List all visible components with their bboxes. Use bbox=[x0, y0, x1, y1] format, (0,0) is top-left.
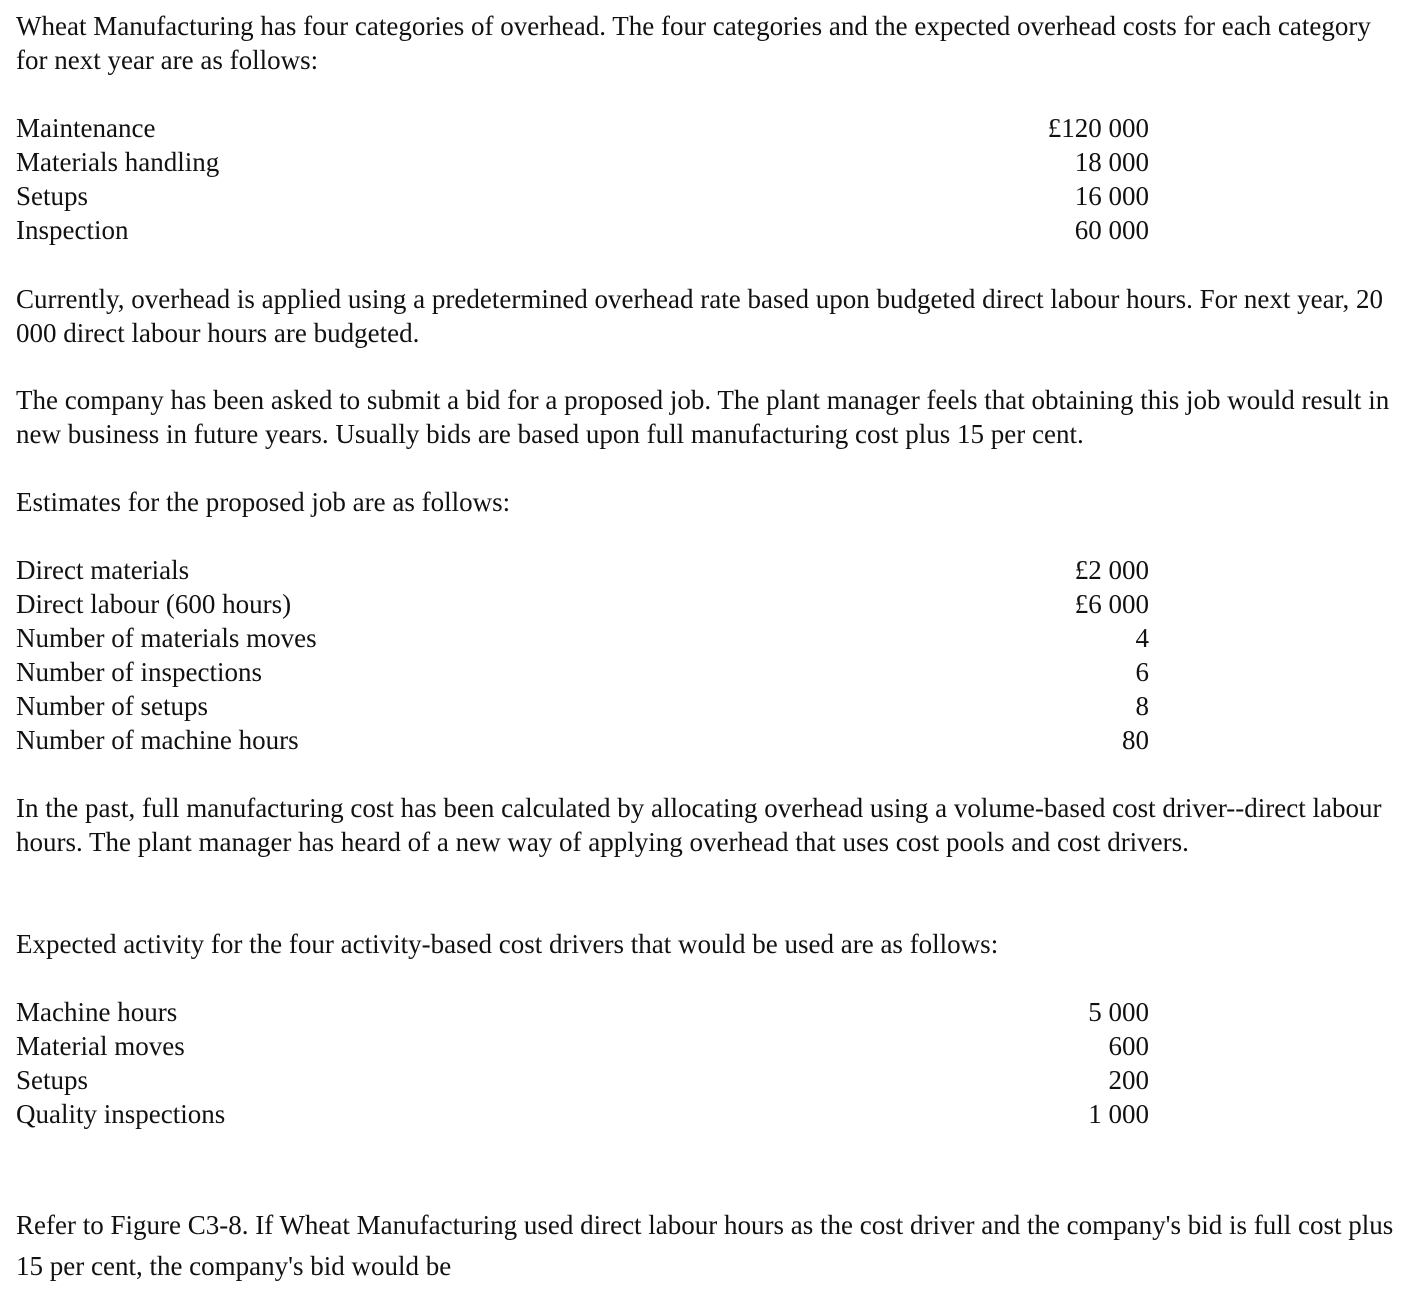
row-label: Number of inspections bbox=[16, 657, 262, 687]
row-value: 6 bbox=[1135, 657, 1149, 687]
row-value: 18 000 bbox=[1074, 147, 1149, 177]
question-paragraph: Refer to Figure C3-8. If Wheat Manufacturing used direct labour hours as the cost driver and the company's bid is full cost plus 15 per cent, the company's bid would be bbox=[16, 1210, 1394, 1281]
table-row bbox=[16, 553, 1149, 587]
row-value: £2 000 bbox=[1074, 555, 1149, 585]
row-label: Setups bbox=[16, 1065, 89, 1095]
table-row bbox=[16, 995, 1149, 1029]
row-value: £120 000 bbox=[1047, 113, 1149, 143]
past-method-paragraph: In the past, full manufacturing cost has been calculated by allocating overhead using a volume-based cost driver--direct labour hours. The plant manager has heard of a new way of applying overhead that uses cost pools and cost drivers. bbox=[16, 793, 1382, 857]
expected-activity-intro-paragraph: Expected activity for the four activity-based cost drivers that would be used are as follows: bbox=[16, 929, 999, 959]
row-value: 8 bbox=[1135, 691, 1149, 721]
table-row bbox=[16, 689, 1149, 723]
table-row bbox=[16, 213, 1149, 247]
activity-drivers-table bbox=[16, 995, 1149, 1131]
row-label: Number of machine hours bbox=[16, 725, 299, 755]
table-row bbox=[16, 587, 1149, 621]
row-label: Material moves bbox=[16, 1031, 185, 1061]
table-row bbox=[16, 621, 1149, 655]
estimates-intro-paragraph: Estimates for the proposed job are as follows: bbox=[16, 487, 511, 517]
row-label: Quality inspections bbox=[16, 1099, 226, 1129]
table-row bbox=[16, 1063, 1149, 1097]
row-label: Machine hours bbox=[16, 997, 178, 1027]
row-label: Direct materials bbox=[16, 555, 190, 585]
row-label: Materials handling bbox=[16, 147, 220, 177]
table-row bbox=[16, 1097, 1149, 1131]
row-label: Number of setups bbox=[16, 691, 208, 721]
current-method-paragraph: Currently, overhead is applied using a predetermined overhead rate based upon budgeted direct labour hours. For next year, 20 000 direct labour hours are budgeted. bbox=[16, 284, 1383, 348]
bid-request-paragraph: The company has been asked to submit a bid for a proposed job. The plant manager feels that obtaining this job would result in new business in future years. Usually bids are based upon full manufacturing cost plus 15 per cent. bbox=[16, 385, 1390, 449]
row-label: Number of materials moves bbox=[16, 623, 317, 653]
row-value: 600 bbox=[1108, 1031, 1149, 1061]
table-row bbox=[16, 145, 1149, 179]
row-value: 200 bbox=[1108, 1065, 1149, 1095]
row-value: 60 000 bbox=[1074, 215, 1149, 245]
table-row bbox=[16, 1029, 1149, 1063]
row-value: 1 000 bbox=[1088, 1099, 1149, 1129]
row-value: 80 bbox=[1122, 725, 1149, 755]
row-value: 5 000 bbox=[1088, 997, 1149, 1027]
row-value: £6 000 bbox=[1074, 589, 1149, 619]
table-row bbox=[16, 723, 1149, 757]
job-estimates-table bbox=[16, 553, 1149, 757]
row-label: Inspection bbox=[16, 215, 129, 245]
row-label: Direct labour (600 hours) bbox=[16, 589, 292, 619]
row-value: 4 bbox=[1135, 623, 1149, 653]
row-label: Setups bbox=[16, 181, 89, 211]
table-row bbox=[16, 655, 1149, 689]
table-row bbox=[16, 179, 1149, 213]
table-row bbox=[16, 111, 1149, 145]
row-value: 16 000 bbox=[1074, 181, 1149, 211]
overhead-costs-table bbox=[16, 111, 1149, 247]
intro-paragraph: Wheat Manufacturing has four categories of overhead. The four categories and the expected overhead costs for each category for next year are as follows: bbox=[16, 11, 1371, 75]
row-label: Maintenance bbox=[16, 113, 156, 143]
